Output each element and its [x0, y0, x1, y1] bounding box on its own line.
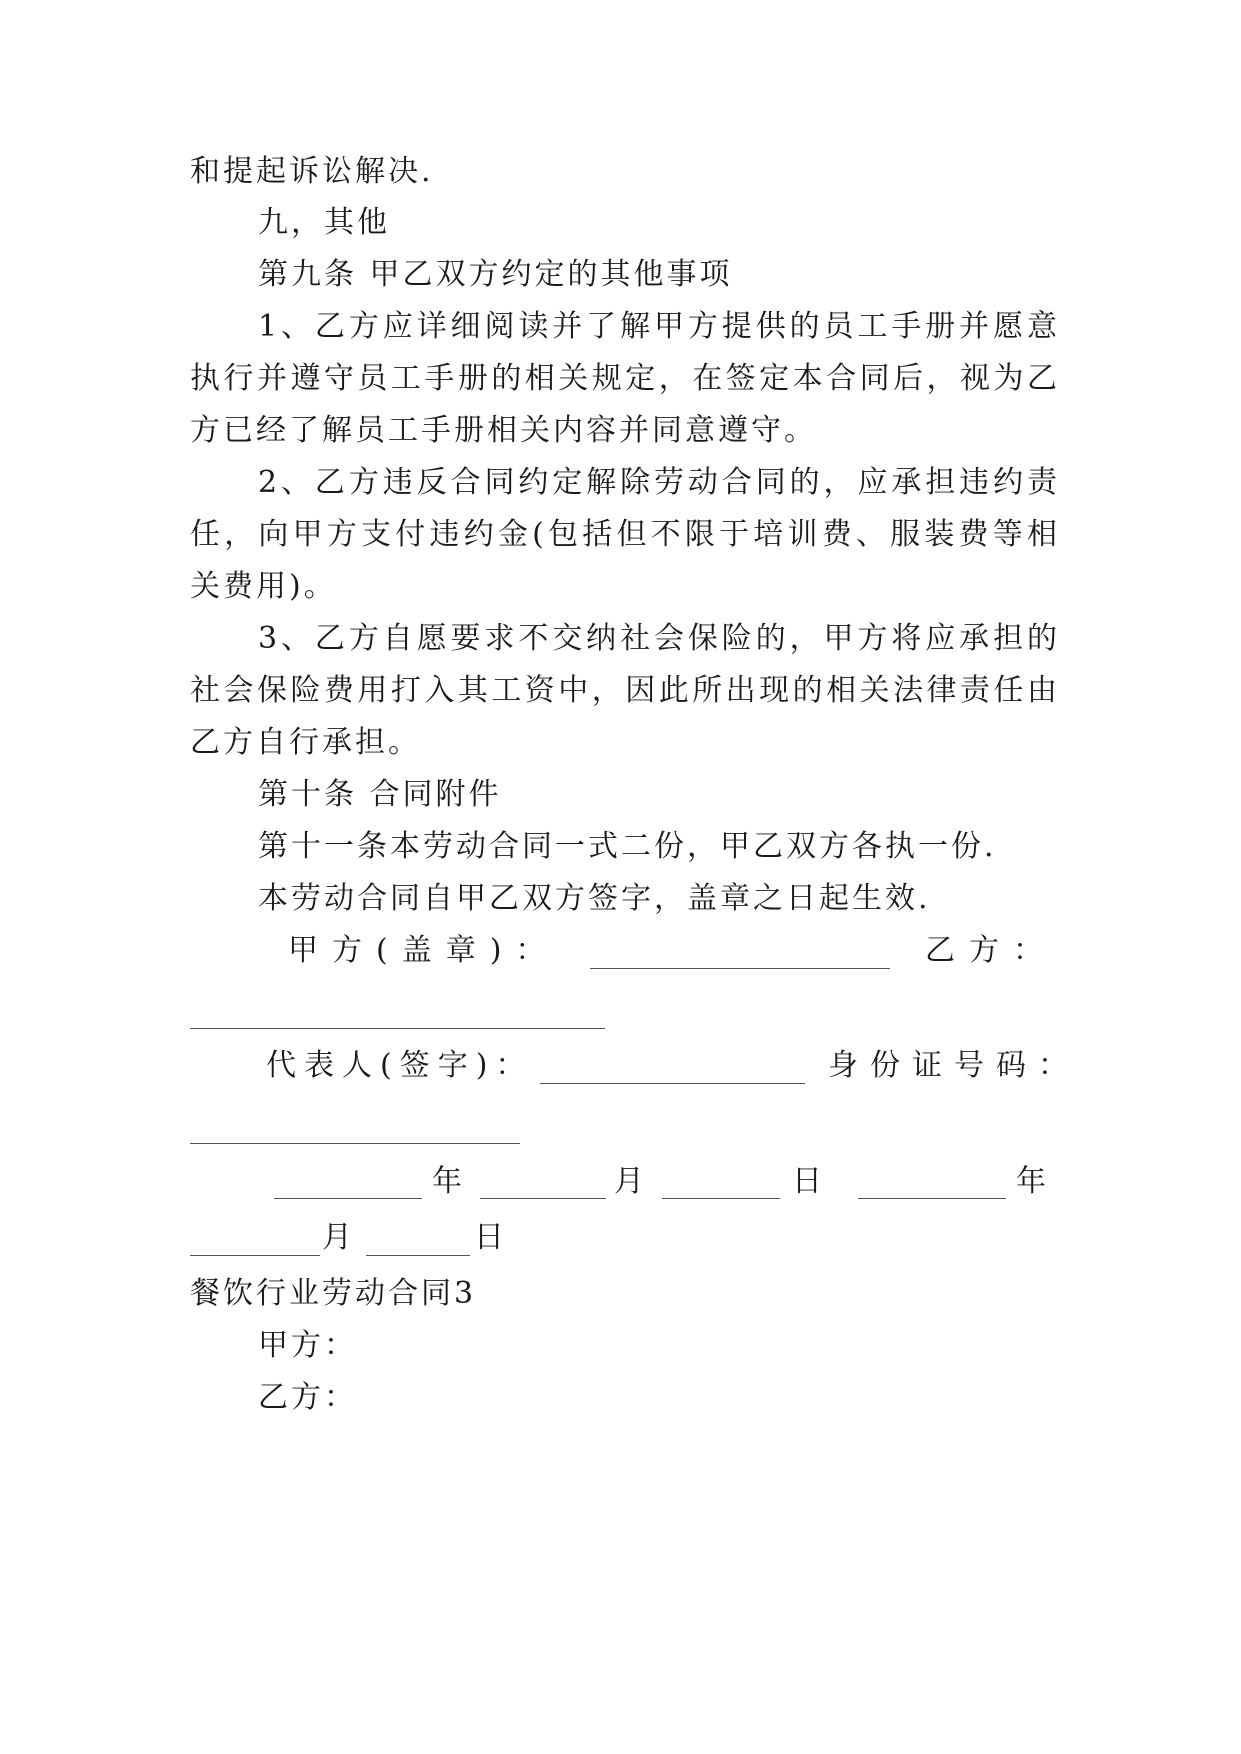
article-heading: 第九条 甲乙双方约定的其他事项 [258, 257, 733, 292]
party-a-signature-line [590, 968, 890, 969]
text-line: 关费用)。 [190, 569, 337, 604]
month-label: 月 [614, 1164, 658, 1199]
contract-title: 餐饮行业劳动合同3 [190, 1276, 477, 1311]
month-label: 月 [322, 1220, 366, 1255]
text-line: 方已经了解员工手册相关内容并同意遵守。 [190, 413, 817, 448]
text-line: 执行并遵守员工手册的相关规定，在签定本合同后，视为乙 [190, 361, 1060, 396]
party-a-label: 甲方(盖章)： [288, 933, 560, 968]
party-b-year-line [858, 1198, 1006, 1199]
text-line: 乙方自行承担。 [190, 725, 421, 760]
representative-label: 代表人(签字)： [266, 1048, 534, 1083]
party-a-year-line [274, 1198, 422, 1199]
id-number-label: 身份证号码： [828, 1048, 1080, 1083]
party-a-day-line [662, 1198, 780, 1199]
text-line: 2、乙方违反合同约定解除劳动合同的，应承担违约责 [258, 465, 1060, 500]
representative-signature-line [540, 1083, 805, 1084]
year-label: 年 [432, 1164, 476, 1199]
text-line: 第十一条本劳动合同一式二份，甲乙双方各执一份. [258, 829, 997, 864]
day-label: 日 [792, 1164, 836, 1199]
party-b-day-line [366, 1255, 470, 1256]
party-b-label: 乙方： [925, 933, 1057, 968]
party-a-line: 甲方： [258, 1328, 357, 1363]
text-line: 任，向甲方支付违约金(包括但不限于培训费、服装费等相 [190, 517, 1060, 552]
party-b-month-line [190, 1255, 320, 1256]
text-line: 本劳动合同自甲乙双方签字，盖章之日起生效. [258, 881, 931, 916]
article-heading: 第十条 合同附件 [258, 777, 502, 812]
section-heading: 九，其他 [258, 205, 390, 240]
party-b-line: 乙方： [258, 1380, 357, 1415]
party-b-signature-line [190, 1028, 605, 1029]
day-label: 日 [474, 1220, 518, 1255]
year-label: 年 [1016, 1164, 1060, 1199]
text-line: 和提起诉讼解决. [190, 154, 434, 189]
text-line: 社会保险费用打入其工资中，因此所出现的相关法律责任由 [190, 673, 1060, 708]
party-a-month-line [480, 1198, 606, 1199]
text-line: 3、乙方自愿要求不交纳社会保险的，甲方将应承担的 [258, 621, 1060, 656]
text-line: 1、乙方应详细阅读并了解甲方提供的员工手册并愿意 [258, 309, 1060, 344]
id-number-line [190, 1143, 520, 1144]
